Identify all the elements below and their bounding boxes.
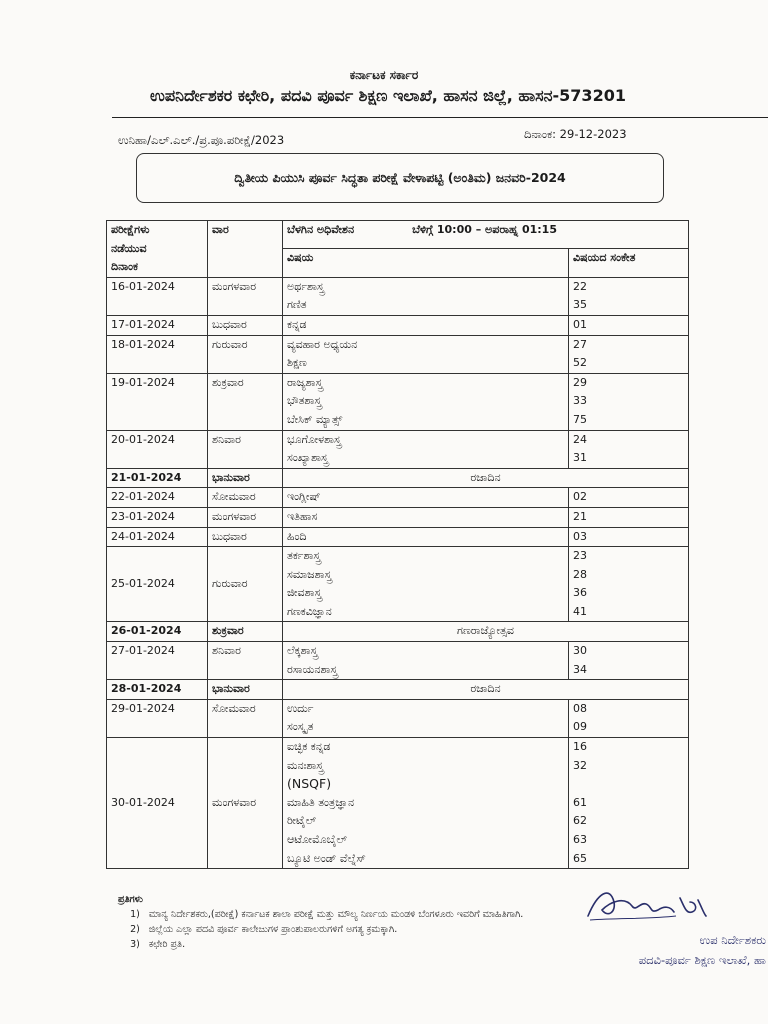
subject-code: 63 — [573, 833, 587, 846]
holiday-cell: ಗಣರಾಜ್ಯೋತ್ಸವ — [283, 622, 689, 642]
exam-day-cell: ಗುರುವಾರ — [208, 335, 283, 373]
subject-code-cell — [569, 430, 689, 468]
holiday-cell: ರಜಾದಿನ — [283, 468, 689, 488]
exam-day-cell: ಮಂಗಳವಾರ — [208, 277, 283, 315]
table-row — [107, 373, 689, 430]
exam-date-cell: 19-01-2024 — [107, 373, 208, 430]
subject-code: 36 — [573, 586, 587, 600]
exam-day-cell: ಬುಧವಾರ — [208, 315, 283, 335]
subject-cell — [283, 738, 569, 869]
header-code: ವಿಷಯದ ಸಂಕೇತ — [569, 249, 689, 277]
exam-date-cell: 22-01-2024 — [107, 488, 208, 508]
exam-day-cell: ಬುಧವಾರ — [208, 527, 283, 547]
signatory-department: ಪದವಿ-ಪೂರ್ವ ಶಿಕ್ಷಣ ಇಲಾಖೆ, ಹಾ — [638, 953, 766, 967]
exam-timetable — [106, 220, 689, 869]
subject-code-cell — [569, 547, 689, 622]
table-row — [107, 335, 689, 373]
exam-day-cell: ಶುಕ್ರವಾರ — [208, 622, 283, 642]
exam-day-cell: ಶನಿವಾರ — [208, 642, 283, 680]
subject-name: ಉರ್ದು — [287, 701, 314, 715]
subject-code: 31 — [573, 451, 587, 465]
subject-name: ಜೀವಶಾಸ್ತ್ರ — [287, 586, 322, 600]
subject-cell — [283, 488, 569, 508]
session-timing: ಬೆಳಿಗ್ಗೆ 10:00 – ಅಪರಾಹ್ನ 01:15 — [412, 223, 557, 236]
copy-item: 1) ಮಾನ್ಯ ನಿರ್ದೇಶಕರು,(ಪರೀಕ್ಷೆ) ಕರ್ನಾಟಕ ಶಾಲಾ ಪರೀಕ್ಷೆ ಮತ್ತು ಮೌಲ್ಯ ನಿರ್ಣಯ ಮಂಡಳಿ ಬೆಂಗಳೂರು ಇವರಿಗೆ ಮಾಹಿತಿಗಾಗಿ. — [130, 909, 524, 920]
table-row — [107, 527, 689, 547]
subject-code: 33 — [573, 394, 587, 408]
subject-name: ಭೂಗೋಳಶಾಸ್ತ್ರ — [287, 432, 342, 446]
subject-name: ಲೆಕ್ಕಶಾಸ್ತ್ರ — [287, 644, 318, 658]
subject-code-cell — [569, 507, 689, 527]
session-label: ಬೆಳಗಿನ ಅಧಿವೇಶನ — [287, 223, 355, 236]
exam-day-cell: ಮಂಗಳವಾರ — [208, 738, 283, 869]
subject-code-cell — [569, 527, 689, 547]
exam-date-cell: 20-01-2024 — [107, 430, 208, 468]
subject-name: ಗಣಿತ — [287, 298, 307, 312]
exam-day-cell: ಸೋಮವಾರ — [208, 699, 283, 737]
subject-name: ಸಮಾಜಶಾಸ್ತ್ರ — [287, 567, 332, 581]
subject-code-cell — [569, 488, 689, 508]
subject-name: ಆಟೋಮೊಬೈಲ್ — [287, 833, 348, 846]
subject-code: 35 — [573, 298, 587, 312]
subject-code: 08 — [573, 701, 587, 715]
exam-day-cell: ಸೋಮವಾರ — [208, 488, 283, 508]
exam-date-cell: 29-01-2024 — [107, 699, 208, 737]
office-heading: ಉಪನಿರ್ದೇಶಕರ ಕಛೇರಿ, ಪದವಿ ಪೂರ್ವ ಶಿಕ್ಷಣ ಇಲಾಖೆ, ಹಾಸನ ಜಿಲ್ಲೆ, ಹಾಸನ-573201 — [150, 86, 626, 105]
timetable-title-box — [136, 153, 664, 203]
subject-code: 09 — [573, 720, 587, 734]
subject-name: ಸಂಸ್ಕೃತ — [287, 720, 314, 734]
subject-name: ಬೇಸಿಕ್ ಮ್ಯಾತ್ಸ್ — [287, 412, 343, 426]
subject-name: ರಸಾಯನಶಾಸ್ತ್ರ — [287, 662, 338, 676]
table-row — [107, 680, 689, 700]
subject-code: 27 — [573, 337, 587, 351]
copy-item: 3) ಕಛೇರಿ ಪ್ರತಿ. — [130, 939, 186, 950]
subject-name: ಐಚ್ಛಿಕ ಕನ್ನಡ — [287, 740, 331, 754]
exam-date-cell: 30-01-2024 — [107, 738, 208, 869]
table-row — [107, 622, 689, 642]
exam-date-cell: 24-01-2024 — [107, 527, 208, 547]
table-row — [107, 315, 689, 335]
subject-code-cell — [569, 642, 689, 680]
exam-day-cell: ಗುರುವಾರ — [208, 547, 283, 622]
holiday-cell: ರಜಾದಿನ — [283, 680, 689, 700]
subject-name: ಭೌತಶಾಸ್ತ್ರ — [287, 394, 322, 408]
subject-name: ಮಾಹಿತಿ ತಂತ್ರಜ್ಞಾನ — [287, 795, 355, 809]
government-heading: ಕರ್ನಾಟಕ ಸರ್ಕಾರ — [349, 68, 419, 82]
subject-code: 16 — [573, 740, 587, 754]
subject-code-cell — [569, 315, 689, 335]
subject-name: ಗಣಕವಿಜ್ಞಾನ — [287, 604, 332, 618]
subject-name: ಮನಃಶಾಸ್ತ್ರ — [287, 758, 324, 772]
header-day: ವಾರ — [208, 221, 283, 278]
exam-date-cell: 27-01-2024 — [107, 642, 208, 680]
exam-day-cell: ಶುಕ್ರವಾರ — [208, 373, 283, 430]
subject-code: 22 — [573, 279, 587, 293]
copies-section — [118, 892, 523, 952]
subject-name: ತರ್ಕಶಾಸ್ತ್ರ — [287, 549, 321, 563]
subject-code: 34 — [573, 662, 587, 676]
subject-cell — [283, 335, 569, 373]
subject-code: 28 — [573, 567, 587, 581]
subject-name: ಬ್ಯೂಟಿ ಅಂಡ್ ವೆಲ್ನೆಸ್ — [287, 851, 366, 865]
exam-date-cell: 28-01-2024 — [107, 680, 208, 700]
copy-item: 2) ಜಿಲ್ಲೆಯ ಎಲ್ಲಾ ಪದವಿ ಪೂರ್ವ ಕಾಲೇಜುಗಳ ಪ್ರಾಂಶುಪಾಲರುಗಳಿಗೆ ಅಗತ್ಯ ಕ್ರಮಕ್ಕಾಗಿ. — [130, 924, 398, 935]
reference-number: ಉನಿಹಾ/ಎಲ್.ಎಲ್./ಪ್ರ.ಪೂ.ಪರೀಕ್ಷೆ/2023 — [118, 133, 285, 147]
subject-cell — [283, 277, 569, 315]
table-row — [107, 738, 689, 869]
subject-name: ರೀಟೈಲ್ — [287, 814, 317, 828]
subject-code: 41 — [573, 604, 587, 618]
table-row — [107, 468, 689, 488]
subject-code: 23 — [573, 549, 587, 563]
subject-code: 03 — [573, 529, 587, 543]
subject-code — [573, 775, 684, 794]
subject-code-cell — [569, 277, 689, 315]
subject-name: ಶಿಕ್ಷಣ — [287, 356, 307, 370]
table-row — [107, 642, 689, 680]
table-row — [107, 488, 689, 508]
subject-cell — [283, 373, 569, 430]
exam-day-cell: ಭಾನುವಾರ — [208, 468, 283, 488]
header-session — [283, 221, 689, 249]
subject-code-cell — [569, 738, 689, 869]
subject-name: ಕನ್ನಡ — [287, 317, 307, 331]
subject-name: ರಾಜ್ಯಶಾಸ್ತ್ರ — [287, 375, 323, 389]
exam-day-cell: ಮಂಗಳವಾರ — [208, 507, 283, 527]
signatory-block — [566, 930, 766, 970]
subject-code: 29 — [573, 375, 587, 389]
copies-heading: ಪ್ರತಿಗಳು — [118, 894, 143, 905]
exam-date-cell: 26-01-2024 — [107, 622, 208, 642]
subject-cell — [283, 699, 569, 737]
subject-code-cell — [569, 373, 689, 430]
signatory-designation: ಉಪ ನಿರ್ದೇಶಕರು — [699, 933, 766, 947]
exam-date-cell: 25-01-2024 — [107, 547, 208, 622]
subject-cell — [283, 430, 569, 468]
subject-code: 01 — [573, 317, 587, 331]
subject-cell — [283, 642, 569, 680]
subject-name: ಅರ್ಥಶಾಸ್ತ್ರ — [287, 279, 325, 293]
table-row — [107, 277, 689, 315]
subject-name: ಇತಿಹಾಸ — [287, 509, 318, 523]
subject-name: ಹಿಂದಿ — [287, 529, 307, 543]
subject-cell — [283, 547, 569, 622]
subject-code: 65 — [573, 851, 587, 865]
header-divider — [112, 117, 768, 118]
exam-date-cell: 17-01-2024 — [107, 315, 208, 335]
table-row — [107, 699, 689, 737]
exam-day-cell: ಭಾನುವಾರ — [208, 680, 283, 700]
subject-cell — [283, 507, 569, 527]
exam-date-cell: 21-01-2024 — [107, 468, 208, 488]
exam-date-cell: 18-01-2024 — [107, 335, 208, 373]
subject-code: 52 — [573, 356, 587, 370]
exam-day-cell: ಶನಿವಾರ — [208, 430, 283, 468]
subject-code: 30 — [573, 644, 587, 658]
subject-code: 24 — [573, 432, 587, 446]
subject-code: 32 — [573, 758, 587, 772]
timetable-title: ದ್ವಿತೀಯ ಪಿಯುಸಿ ಪೂರ್ವ ಸಿದ್ಧತಾ ಪರೀಕ್ಷೆ ವೇಳಾಪಟ್ಟಿ (ಅಂತಿಮ) ಜನವರಿ-2024 — [234, 170, 566, 185]
header-date: ಪರೀಕ್ಷೆಗಳು ನಡೆಯುವ ದಿನಾಂಕ — [107, 221, 208, 278]
subject-cell — [283, 527, 569, 547]
subject-code-cell — [569, 699, 689, 737]
header-subject: ವಿಷಯ — [283, 249, 569, 277]
subject-code: 21 — [573, 509, 587, 523]
subject-name: ಸಂಖ್ಯಾಶಾಸ್ತ್ರ — [287, 451, 329, 465]
subject-name: ವ್ಯವಹಾರ ಅಧ್ಯಯನ — [287, 337, 358, 351]
subject-code: 62 — [573, 814, 587, 828]
table-row — [107, 507, 689, 527]
subject-code: 02 — [573, 490, 587, 504]
signature-image — [580, 872, 710, 932]
table-row — [107, 430, 689, 468]
document-date: ದಿನಾಂಕ: 29-12-2023 — [524, 127, 627, 141]
subject-code: 61 — [573, 795, 587, 809]
exam-date-cell: 16-01-2024 — [107, 277, 208, 315]
subject-name: ಇಂಗ್ಲೀಷ್ — [287, 490, 321, 504]
table-header-row — [107, 221, 689, 249]
table-row — [107, 547, 689, 622]
subject-cell — [283, 315, 569, 335]
subject-code: 75 — [573, 412, 587, 426]
subject-code-cell — [569, 335, 689, 373]
subject-name: (NSQF) — [287, 776, 332, 792]
exam-date-cell: 23-01-2024 — [107, 507, 208, 527]
